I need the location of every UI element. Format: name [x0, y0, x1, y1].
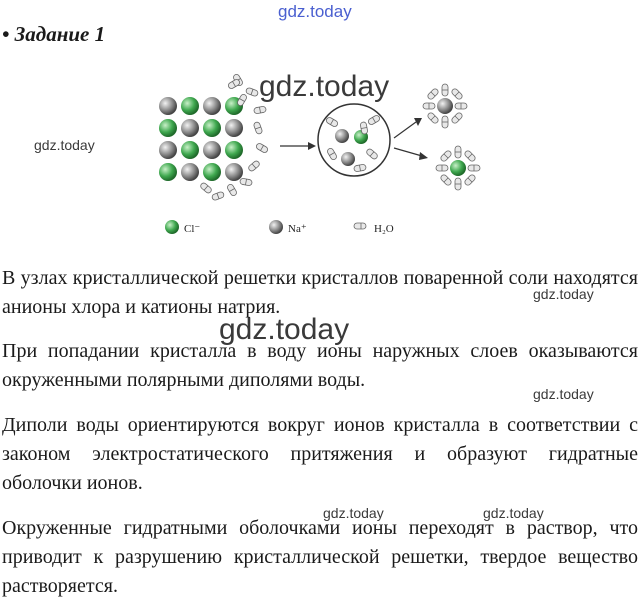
- water-dipole: [451, 88, 464, 101]
- watermark-side: gdz.today: [34, 137, 95, 153]
- water-dipole: [240, 178, 253, 186]
- na-ion: [181, 163, 199, 181]
- paragraph-4: Окруженные гидратными оболочками ионы переходят в раствор, что приводит к разрушению кристаллической решетки, твердое вещество растворяется.: [2, 517, 638, 597]
- na-ion: [159, 97, 177, 115]
- water-dipole: [227, 78, 240, 89]
- na-ion: [159, 141, 177, 159]
- cl-legend-icon: [165, 220, 179, 234]
- cl-ion: [159, 163, 177, 181]
- task-heading: • Задание 1: [2, 22, 106, 46]
- watermark-p1: gdz.today: [533, 286, 594, 302]
- water-dipole: [211, 191, 224, 201]
- water-dipole: [255, 142, 268, 153]
- water-dipole: [436, 165, 448, 171]
- water-dipole: [455, 146, 461, 158]
- hydrated-chloride-ion: [436, 146, 480, 190]
- watermark-figure: gdz.today: [259, 70, 390, 103]
- water-dipole: [440, 174, 453, 187]
- na-ion: [203, 141, 221, 159]
- cl-ion: [203, 119, 221, 137]
- water-dipole: [455, 178, 461, 190]
- watermark-mid: gdz.today: [219, 313, 350, 346]
- water-dipole: [354, 164, 367, 172]
- paragraph-2: При попадании кристалла в воду ионы наружных слоев оказываются окруженными полярными диполями воды.: [2, 340, 638, 391]
- water-dipole: [464, 150, 477, 163]
- cl-ion: [181, 141, 199, 159]
- na-ion: [181, 119, 199, 137]
- cl-ion: [181, 97, 199, 115]
- water-legend-icon: [354, 223, 366, 229]
- water-dipole: [427, 88, 440, 101]
- cl-ion: [225, 141, 243, 159]
- water-dipole: [423, 103, 435, 109]
- water-dipole: [468, 165, 480, 171]
- watermark-p4-a: gdz.today: [323, 505, 384, 521]
- cl-legend-label: Cl⁻: [184, 223, 201, 235]
- paragraph-3: Диполи воды ориентируются вокруг ионов кристалла в соответствии с законом электростатического притяжения и образуют гидратные оболочки ионов.: [2, 414, 638, 494]
- water-dipole: [427, 112, 440, 125]
- arrow-to-solution: [280, 142, 316, 150]
- water-dipole: [442, 116, 448, 128]
- na-ion: [225, 119, 243, 137]
- watermark-top: gdz.today: [278, 2, 352, 21]
- water-dipole: [451, 112, 464, 125]
- na-legend-icon: [269, 220, 283, 234]
- solution-circle: [318, 104, 390, 176]
- water-dipole: [442, 84, 448, 96]
- water-legend-label: H₂O: [374, 223, 394, 235]
- legend: [165, 220, 394, 235]
- arrows-out: [394, 118, 428, 160]
- water-dipole: [325, 116, 338, 127]
- watermark-p2: gdz.today: [533, 386, 594, 402]
- watermark-p4-b: gdz.today: [483, 505, 544, 521]
- cl-ion: [203, 163, 221, 181]
- water-dipole: [199, 182, 212, 194]
- water-dipole: [440, 150, 453, 163]
- water-dipole: [247, 160, 260, 172]
- water-dipole: [254, 106, 267, 114]
- water-dipole: [226, 183, 237, 196]
- water-dipole: [455, 103, 467, 109]
- na-ion: [225, 163, 243, 181]
- water-dipole: [464, 174, 477, 187]
- water-dipole: [365, 148, 378, 160]
- paragraph-1: В узлах кристаллической решетки кристаллов поваренной соли находятся анионы хлора и катионы натрия.: [2, 267, 638, 318]
- hydrated-sodium-ion: [423, 84, 467, 128]
- crystal-lattice: [159, 97, 243, 181]
- water-dipole: [367, 114, 380, 125]
- na-legend-label: Na⁺: [288, 223, 307, 235]
- water-dipole: [326, 147, 337, 160]
- na-ion: [203, 97, 221, 115]
- water-dipole: [245, 87, 258, 97]
- water-dipole: [236, 93, 247, 106]
- water-dipole: [253, 121, 263, 134]
- cl-ion: [159, 119, 177, 137]
